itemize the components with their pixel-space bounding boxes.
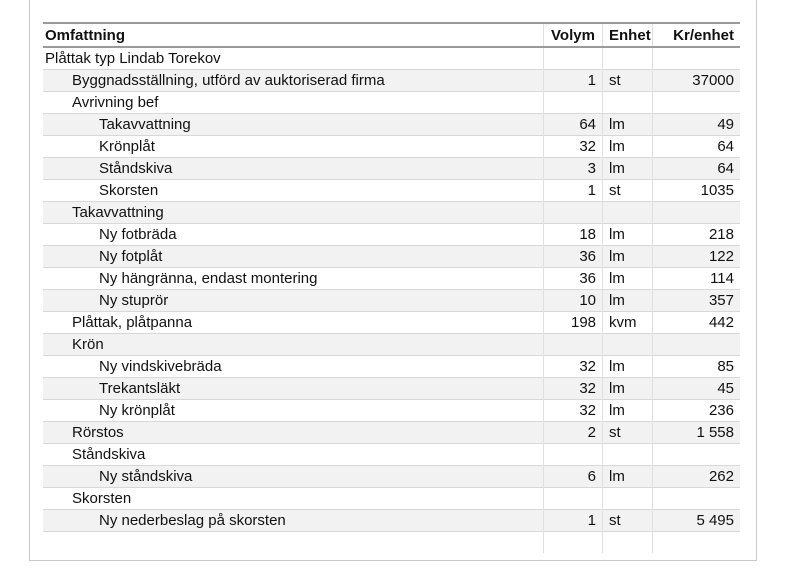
row-description[interactable]: Ny nederbeslag på skorsten	[43, 510, 543, 532]
table-row	[43, 400, 740, 422]
table-row	[43, 180, 740, 202]
row-price[interactable]: 85	[653, 356, 740, 378]
table-row	[43, 532, 740, 554]
table-row	[43, 356, 740, 378]
row-price[interactable]: 45	[653, 378, 740, 400]
row-unit[interactable]: lm	[603, 356, 653, 378]
table-row	[43, 334, 740, 356]
table-row	[43, 312, 740, 334]
table-row	[43, 224, 740, 246]
row-volume[interactable]: 1	[543, 180, 602, 202]
row-unit[interactable]: lm	[603, 158, 653, 180]
table-row	[43, 444, 740, 466]
row-volume[interactable]	[543, 202, 602, 224]
row-volume[interactable]: 32	[543, 400, 602, 422]
row-unit[interactable]: lm	[603, 290, 653, 312]
row-volume[interactable]: 1	[543, 510, 602, 532]
row-volume[interactable]: 10	[543, 290, 602, 312]
row-price[interactable]: 1035	[653, 180, 740, 202]
row-price[interactable]: 122	[653, 246, 740, 268]
row-unit[interactable]: lm	[603, 224, 653, 246]
row-volume[interactable]	[543, 444, 602, 466]
row-price[interactable]	[653, 92, 740, 114]
row-description[interactable]: Trekantsläkt	[43, 378, 543, 400]
row-description[interactable]: Takavvattning	[43, 202, 543, 224]
row-volume[interactable]	[543, 488, 602, 510]
row-description[interactable]: Byggnadsställning, utförd av auktoriserad firma	[43, 70, 543, 92]
table-row	[43, 202, 740, 224]
row-unit[interactable]	[603, 532, 653, 554]
row-volume[interactable]: 6	[543, 466, 602, 488]
row-volume[interactable]: 32	[543, 378, 602, 400]
row-price[interactable]: 218	[653, 224, 740, 246]
row-volume[interactable]: 32	[543, 136, 602, 158]
row-unit[interactable]: kvm	[603, 312, 653, 334]
table-header-row	[43, 23, 740, 47]
row-unit[interactable]: lm	[603, 268, 653, 290]
row-volume[interactable]: 36	[543, 268, 602, 290]
row-unit[interactable]: lm	[603, 246, 653, 268]
row-price[interactable]: 5 495	[653, 510, 740, 532]
row-description[interactable]: Ståndskiva	[43, 158, 543, 180]
row-unit[interactable]: lm	[603, 136, 653, 158]
row-volume[interactable]: 2	[543, 422, 602, 444]
table-row	[43, 158, 740, 180]
row-volume[interactable]: 3	[543, 158, 602, 180]
row-unit[interactable]	[603, 334, 653, 356]
row-description[interactable]: Takavvattning	[43, 114, 543, 136]
row-description[interactable]: Krön	[43, 334, 543, 356]
row-volume[interactable]: 64	[543, 114, 602, 136]
table-row	[43, 92, 740, 114]
table-row	[43, 136, 740, 158]
row-price[interactable]	[653, 488, 740, 510]
header-price: Kr/enhet	[653, 23, 740, 47]
table-row	[43, 70, 740, 92]
row-price[interactable]	[653, 202, 740, 224]
row-unit[interactable]	[603, 488, 653, 510]
row-price[interactable]: 262	[653, 466, 740, 488]
row-description[interactable]: Plåttak typ Lindab Torekov	[43, 47, 543, 70]
row-unit[interactable]: st	[603, 510, 653, 532]
table-row	[43, 246, 740, 268]
row-volume[interactable]	[543, 92, 602, 114]
row-price[interactable]	[653, 444, 740, 466]
row-description[interactable]: Skorsten	[43, 488, 543, 510]
row-unit[interactable]	[603, 202, 653, 224]
row-price[interactable]: 357	[653, 290, 740, 312]
row-unit[interactable]	[603, 444, 653, 466]
row-description[interactable]: Krönplåt	[43, 136, 543, 158]
row-description[interactable]: Ny ståndskiva	[43, 466, 543, 488]
header-unit: Enhet	[603, 23, 653, 47]
header-description: Omfattning	[43, 23, 543, 47]
row-unit[interactable]: lm	[603, 400, 653, 422]
table-row	[43, 378, 740, 400]
row-unit[interactable]	[603, 92, 653, 114]
row-volume[interactable]: 1	[543, 70, 602, 92]
table-body	[43, 47, 740, 553]
row-description[interactable]	[43, 532, 543, 554]
row-price[interactable]: 1 558	[653, 422, 740, 444]
row-description[interactable]: Plåttak, plåtpanna	[43, 312, 543, 334]
row-unit[interactable]: lm	[603, 114, 653, 136]
row-price[interactable]	[653, 47, 740, 70]
row-volume[interactable]: 36	[543, 246, 602, 268]
row-unit[interactable]: st	[603, 70, 653, 92]
row-volume[interactable]: 18	[543, 224, 602, 246]
row-price[interactable]: 37000	[653, 70, 740, 92]
row-description[interactable]: Ny hängränna, endast montering	[43, 268, 543, 290]
row-description[interactable]: Ny fotbräda	[43, 224, 543, 246]
spreadsheet-page	[29, 0, 757, 561]
scope-table	[43, 22, 740, 553]
table-row	[43, 422, 740, 444]
row-volume[interactable]	[543, 47, 602, 70]
row-volume[interactable]	[543, 334, 602, 356]
row-price[interactable]: 64	[653, 136, 740, 158]
header-volume: Volym	[543, 23, 602, 47]
row-description[interactable]: Skorsten	[43, 180, 543, 202]
table-row	[43, 47, 740, 70]
row-price[interactable]: 114	[653, 268, 740, 290]
row-unit[interactable]: lm	[603, 378, 653, 400]
table-row	[43, 114, 740, 136]
row-description[interactable]: Ny krönplåt	[43, 400, 543, 422]
row-volume[interactable]: 32	[543, 356, 602, 378]
row-price[interactable]: 64	[653, 158, 740, 180]
table-row	[43, 488, 740, 510]
table-row	[43, 268, 740, 290]
row-description[interactable]: Ny stuprör	[43, 290, 543, 312]
row-description[interactable]: Avrivning bef	[43, 92, 543, 114]
table-row	[43, 510, 740, 532]
row-description[interactable]: Ståndskiva	[43, 444, 543, 466]
row-unit[interactable]: st	[603, 422, 653, 444]
row-price[interactable]: 49	[653, 114, 740, 136]
row-price[interactable]	[653, 532, 740, 554]
table-row	[43, 466, 740, 488]
row-unit[interactable]: st	[603, 180, 653, 202]
row-price[interactable]	[653, 334, 740, 356]
row-description[interactable]: Rörstos	[43, 422, 543, 444]
row-volume[interactable]: 198	[543, 312, 602, 334]
row-description[interactable]: Ny vindskivebräda	[43, 356, 543, 378]
row-volume[interactable]	[543, 532, 602, 554]
row-price[interactable]: 236	[653, 400, 740, 422]
row-description[interactable]: Ny fotplåt	[43, 246, 543, 268]
row-price[interactable]: 442	[653, 312, 740, 334]
table-row	[43, 290, 740, 312]
row-unit[interactable]: lm	[603, 466, 653, 488]
row-unit[interactable]	[603, 47, 653, 70]
